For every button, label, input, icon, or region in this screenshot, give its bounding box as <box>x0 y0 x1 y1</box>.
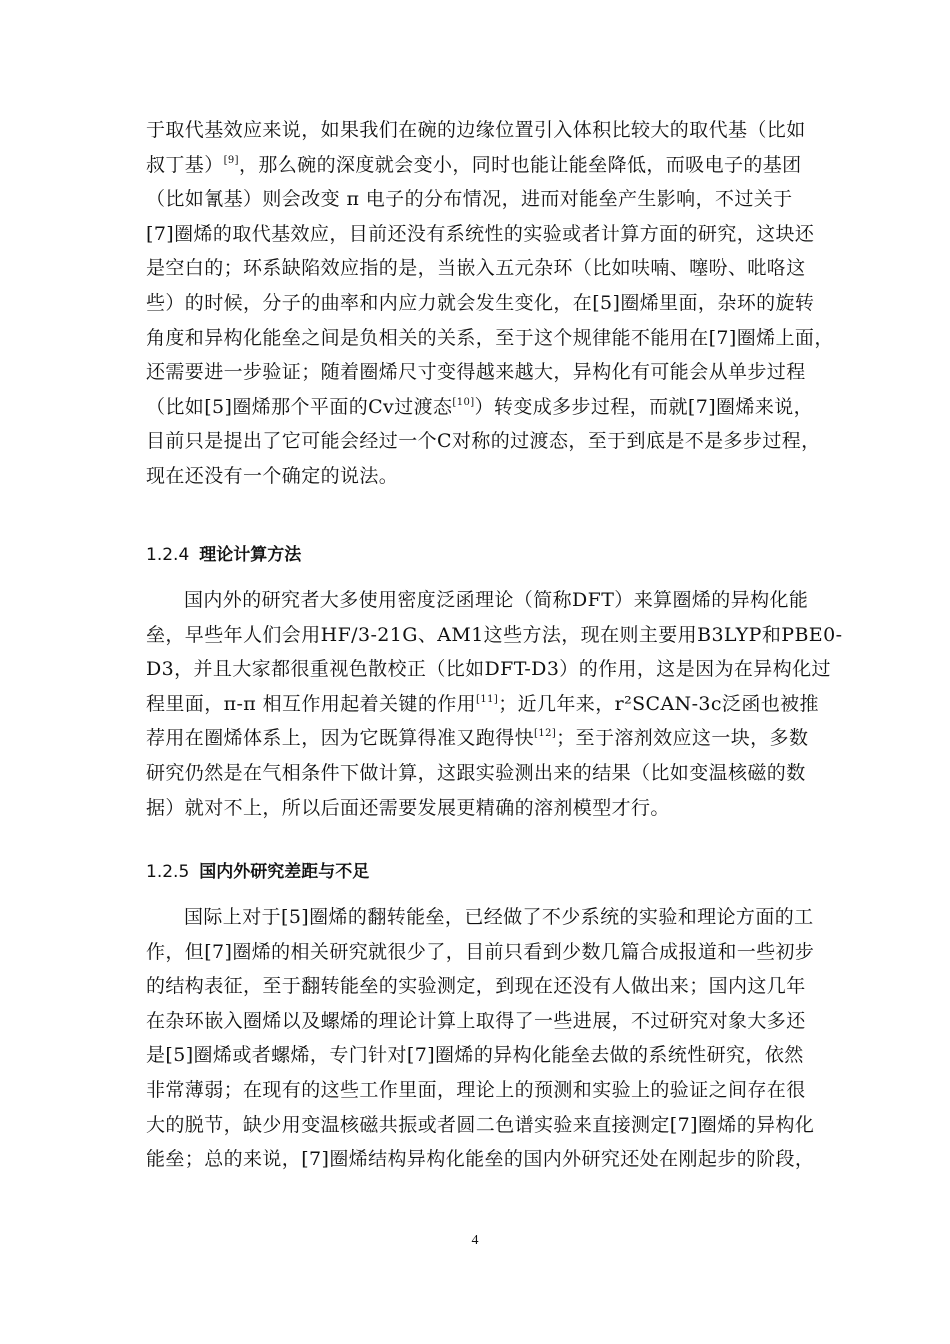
section-title: 国内外研究差距与不足 <box>199 862 370 882</box>
text-line: 些）的时候，分子的曲率和内应力就会发生变化，在[5]圈烯里面，杂环的旋转 <box>146 291 815 314</box>
paragraph-theoretical-methods <box>146 583 843 825</box>
text-line: 作，但[7]圈烯的相关研究就很少了，目前只看到少数几篇合成报道和一些初步 <box>146 940 815 963</box>
text-line: 角度和异构化能垒之间是负相关的关系，至于这个规律能不能用在[7]圈烯上面， <box>146 326 834 349</box>
text-line: 垒，早些年人们会用HF/3-21G、AM1这些方法，现在则主要用B3LYP和PBE0- <box>146 623 843 646</box>
text-line: 在杂环嵌入圈烯以及螺烯的理论计算上取得了一些进展，不过研究对象大多还 <box>146 1009 806 1032</box>
text-line: 据）就对不上，所以后面还需要发展更精确的溶剂模型才行。 <box>146 796 670 819</box>
citation-12: [12] <box>534 728 557 740</box>
paragraph-research-gaps <box>146 900 815 1177</box>
citation-10: [10] <box>452 396 475 408</box>
text-line: 是[5]圈烯或者螺烯，专门针对[7]圈烯的异构化能垒去做的系统性研究，依然 <box>146 1044 804 1067</box>
text-line: 的结构表征，至于翻转能垒的实验测定，到现在还没有人做出来；国内这几年 <box>146 975 806 998</box>
text-line: （比如[5]圈烯那个平面的Cv过渡态[10]）转变成多步过程，而就[7]圈烯来说， <box>146 395 814 418</box>
paragraph-substituent-effects <box>146 113 834 494</box>
text-line: 程里面，π-π 相互作用起着关键的作用[11]；近几年来，r²SCAN-3c泛函也被推 <box>146 692 819 715</box>
text-line: 目前只是提出了它可能会经过一个C对称的过渡态，至于到底是不是多步过程， <box>146 430 821 453</box>
text-line: [7]圈烯的取代基效应，目前还没有系统性的实验或者计算方面的研究，这块还 <box>146 222 815 245</box>
text-line: 能垒；总的来说，[7]圈烯结构异构化能垒的国内外研究还处在刚起步的阶段， <box>146 1148 815 1171</box>
text-line: 国内外的研究者大多使用密度泛函理论（简称DFT）来算圈烯的异构化能 <box>184 589 809 611</box>
section-heading-1-2-4 <box>146 543 301 567</box>
citation-9: [9] <box>223 154 239 166</box>
text-line: （比如氰基）则会改变 π 电子的分布情况，进而对能垒产生影响，不过关于 <box>146 188 793 211</box>
section-number: 1.2.5 <box>146 862 190 882</box>
text-line: 非常薄弱；在现有的这些工作里面，理论上的预测和实验上的验证之间存在很 <box>146 1078 806 1101</box>
section-heading-1-2-5 <box>146 860 369 884</box>
section-title: 理论计算方法 <box>199 545 302 565</box>
section-number: 1.2.4 <box>146 545 190 565</box>
text-line: 研究仍然是在气相条件下做计算，这跟实验测出来的结果（比如变温核磁的数 <box>146 761 806 784</box>
text-line: 现在还没有一个确定的说法。 <box>146 464 399 487</box>
text-line: 于取代基效应来说，如果我们在碗的边缘位置引入体积比较大的取代基（比如 <box>146 119 806 141</box>
text-line: 大的脱节，缺少用变温核磁共振或者圆二色谱实验来直接测定[7]圈烯的异构化 <box>146 1113 815 1136</box>
text-line: 荐用在圈烯体系上，因为它既算得准又跑得快[12]；至于溶剂效应这一块，多数 <box>146 727 809 750</box>
text-line: 还需要进一步验证；随着圈烯尺寸变得越来越大，异构化有可能会从单步过程 <box>146 361 806 384</box>
text-line: D3，并且大家都很重视色散校正（比如DFT-D3）的作用，这是因为在异构化过 <box>146 658 831 681</box>
page-number: 4 <box>471 1233 479 1248</box>
text-line: 是空白的；环系缺陷效应指的是，当嵌入五元杂环（比如呋喃、噻吩、吡咯这 <box>146 257 806 280</box>
citation-11: [11] <box>476 693 499 705</box>
text-line: 叔丁基）[9]，那么碗的深度就会变小，同时也能让能垒降低，而吸电子的基团 <box>146 153 802 176</box>
text-line: 国际上对于[5]圈烯的翻转能垒，已经做了不少系统的实验和理论方面的工 <box>184 906 814 928</box>
